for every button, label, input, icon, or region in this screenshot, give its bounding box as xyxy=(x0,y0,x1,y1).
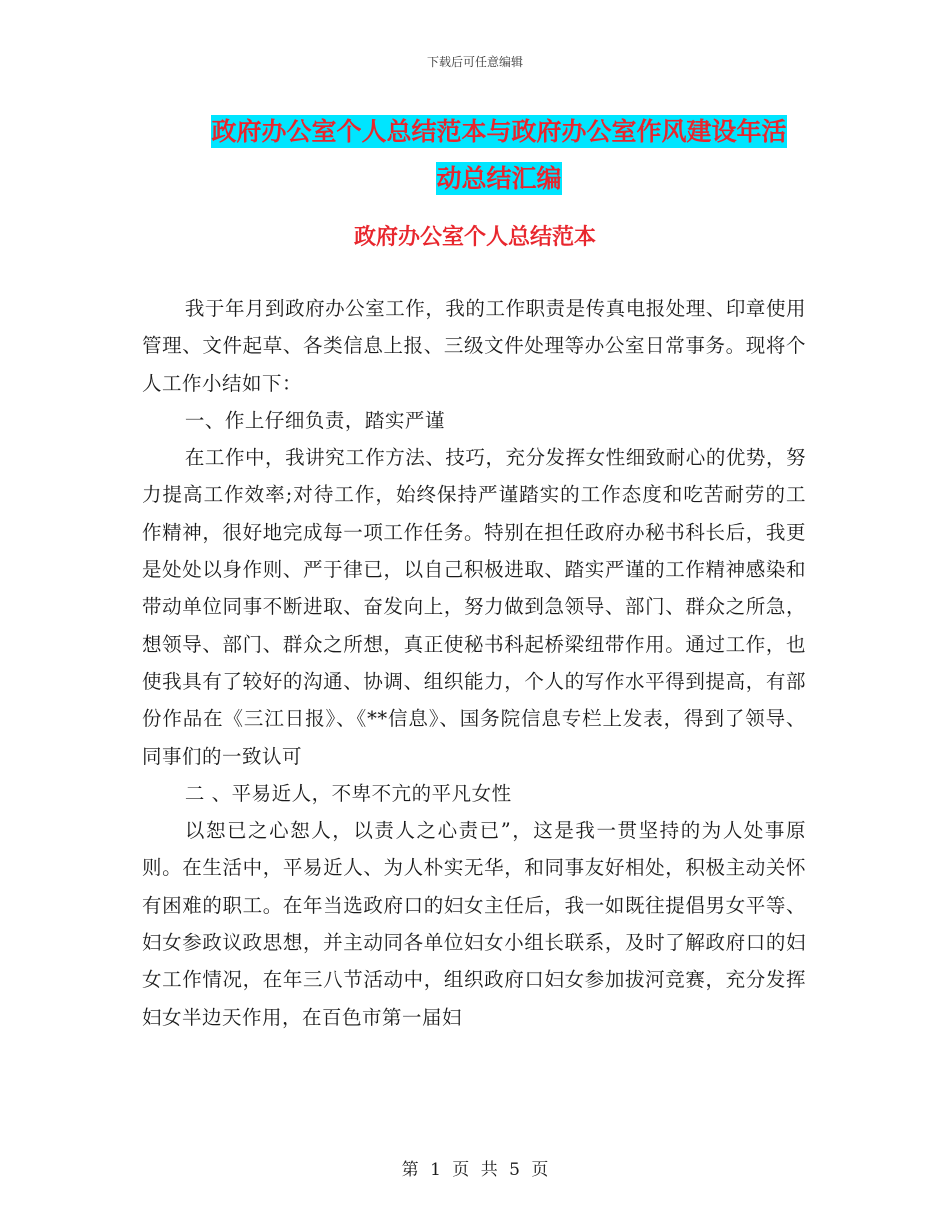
document-title xyxy=(190,108,808,202)
document-title-line-2: 动总结汇编 xyxy=(436,164,562,193)
paragraph: 一、作上仔细负责，踏实严谨 xyxy=(184,408,445,432)
page-footer: 第 1 页 共 5 页 xyxy=(401,1160,549,1180)
section-title: 政府办公室个人总结范本 xyxy=(353,225,596,250)
header-note: 下载后可任意编辑 xyxy=(426,55,523,69)
paragraph: 在工作中，我讲究工作方法、技巧，充分发挥女性细致耐心的优势，努力提高工作效率;对待工作，始终保持严谨踏实的工作态度和吃苦耐劳的工作精神，很好地完成每一项工作任务。特别在担任政府办秘书科长后，我更是处处以身作则、严于律已，以自己积极进取、踏实严谨的工作精神感染和带动单位同事不断进取、奋发向上，努力做到急领导、部门、群众之所急，想领导、部门、群众之所想，真正使秘书科起桥梁纽带作用。通过工作，也使我具有了较好的沟通、协调、组织能力，个人的写作水平得到提高，有部份作品在《三江日报》、《**信息》、国务院信息专栏上发表，得到了领导、同事们的一致认可 xyxy=(142,446,806,768)
paragraph: 我于年月到政府办公室工作，我的工作职责是传真电报处理、印章使用管理、文件起草、各类信息上报、三级文件处理等办公室日常事务。现将个人工作小结如下： xyxy=(142,297,806,395)
paragraph: 以恕已之心恕人，以责人之心责已”，这是我一贯坚持的为人处事原则。在生活中，平易近人、为人朴实无华，和同事友好相处，积极主动关怀有困难的职工。在年当选政府口的妇女主任后，我一如既往提倡男女平等、妇女参政议政思想，并主动同各单位妇女小组长联系，及时了解政府口的妇女工作情况，在年三八节活动中，组织政府口妇女参加拔河竞赛，充分发挥妇女半边天作用，在百色市第一届妇 xyxy=(142,819,806,1029)
body-text xyxy=(142,290,806,1036)
document-title-line-1: 政府办公室个人总结范本与政府办公室作风建设年活 xyxy=(211,117,787,146)
paragraph: 二 、平易近人，不卑不亢的平凡女性 xyxy=(184,781,512,805)
